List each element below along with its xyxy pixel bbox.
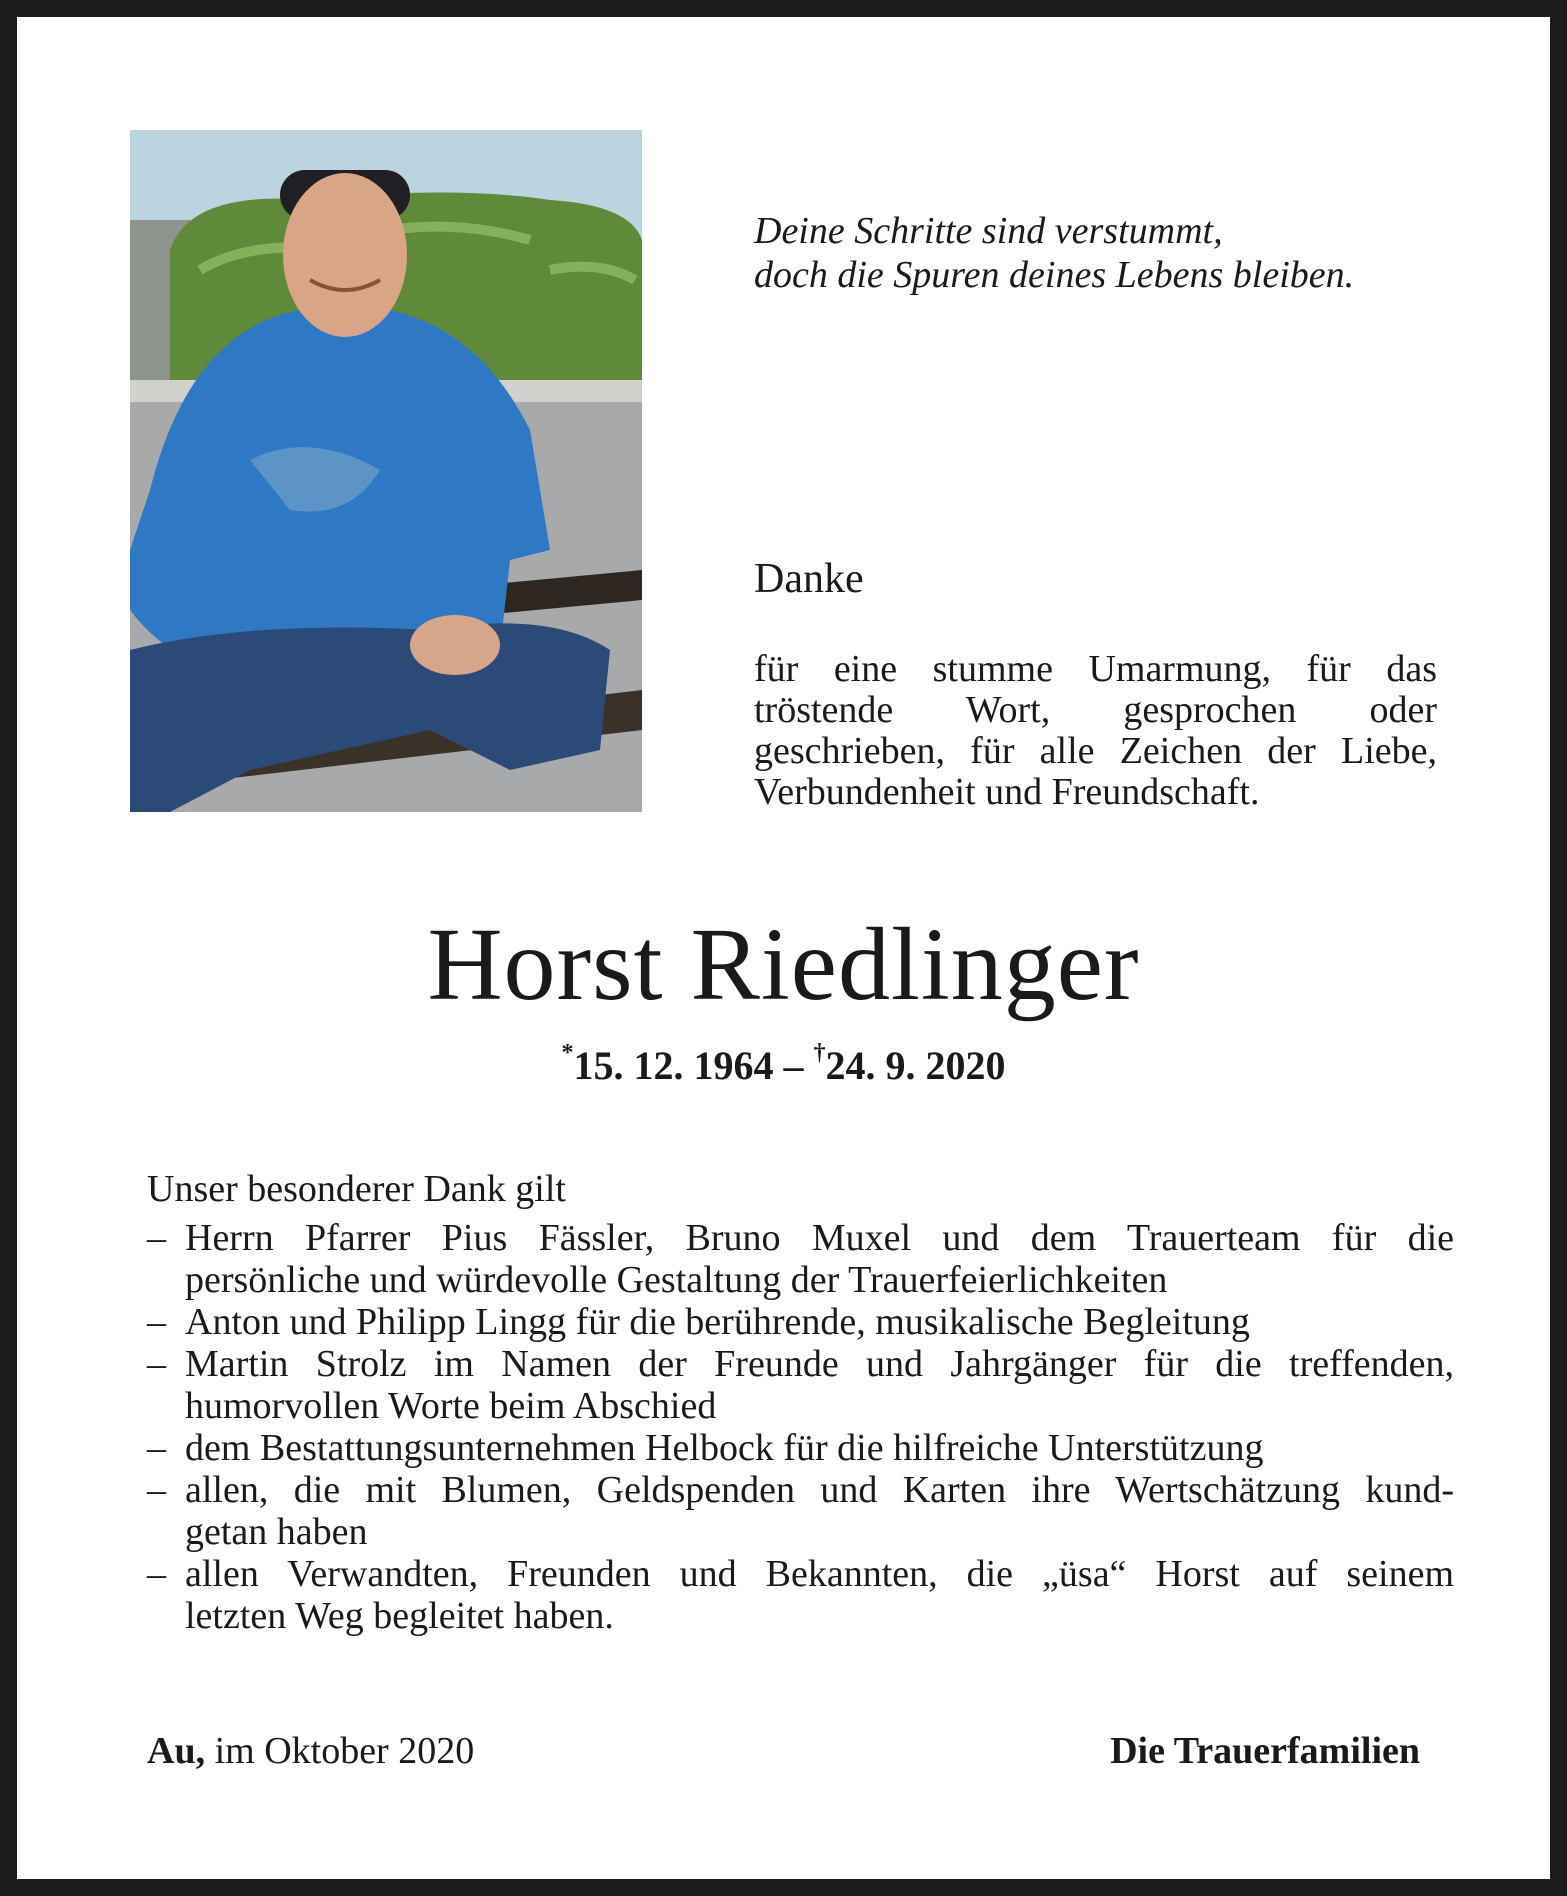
list-item-line: humorvollen Worte beim Abschied <box>185 1385 717 1427</box>
danke-line: geschrieben, für alle Zeichen der Liebe, <box>754 730 1437 772</box>
motto-line: Deine Schritte sind verstummt, <box>754 210 1223 252</box>
list-item <box>147 1217 1454 1301</box>
photo-hands <box>410 615 500 675</box>
motto-line: doch die Spuren deines Lebens bleiben. <box>754 254 1355 296</box>
danke-paragraph <box>754 649 1437 813</box>
death-symbol: † <box>813 1040 826 1066</box>
list-dash: – <box>147 1469 166 1511</box>
signature: Die Trauerfamilien <box>1110 1730 1420 1772</box>
list-item-line: allen Verwandten, Freunden und Bekannten, die „üsa“ Horst auf seinem <box>185 1553 1454 1595</box>
list-dash: – <box>147 1343 166 1385</box>
photo-face <box>283 173 407 337</box>
life-dates <box>17 1042 1550 1089</box>
deceased-name: Horst Riedlinger <box>427 907 1140 1022</box>
list-item <box>147 1343 1454 1427</box>
birth-symbol: * <box>561 1040 574 1066</box>
place: Au, <box>147 1730 206 1772</box>
date-separator: – <box>773 1043 814 1088</box>
motto-quote <box>754 209 1494 297</box>
list-item-line: dem Bestattungsunternehmen Helbock für die hilfreiche Unterstützung <box>185 1427 1264 1469</box>
list-item-line: letzten Weg begleitet haben. <box>185 1595 614 1637</box>
portrait-photo <box>130 130 642 812</box>
list-item <box>147 1553 1454 1637</box>
list-dash: – <box>147 1427 166 1469</box>
list-dash: – <box>147 1217 166 1259</box>
list-item-line: Martin Strolz im Namen der Freunde und Jahrgänger für die treffenden, <box>185 1343 1454 1385</box>
thanks-list <box>147 1217 1454 1637</box>
list-dash: – <box>147 1553 166 1595</box>
date-line: im Oktober 2020 <box>205 1730 475 1772</box>
list-item-line: getan haben <box>185 1511 368 1553</box>
danke-heading: Danke <box>754 556 864 602</box>
death-date: 24. 9. 2020 <box>825 1043 1006 1088</box>
list-item-line: Anton und Philipp Lingg für die berührende, musikalische Begleitung <box>185 1301 1250 1343</box>
list-item <box>147 1427 1454 1469</box>
list-item <box>147 1301 1454 1343</box>
list-item-line: allen, die mit Blumen, Geldspenden und Karten ihre Wertschätzung kund- <box>185 1469 1454 1511</box>
birth-date: 15. 12. 1964 <box>573 1043 774 1088</box>
place-date <box>147 1729 474 1773</box>
list-item-line: Herrn Pfarrer Pius Fässler, Bruno Muxel und dem Trauerteam für die <box>185 1217 1454 1259</box>
danke-line: tröstende Wort, gesprochen oder <box>754 689 1437 731</box>
danke-line: Verbundenheit und Freundschaft. <box>754 771 1260 813</box>
list-item-line: persönliche und würdevolle Gestaltung der Trauerfeierlichkeiten <box>185 1259 1168 1301</box>
thanks-intro: Unser besonderer Dank gilt <box>147 1168 566 1210</box>
list-item <box>147 1469 1454 1553</box>
list-dash: – <box>147 1301 166 1343</box>
danke-line: für eine stumme Umarmung, für das <box>754 648 1437 690</box>
